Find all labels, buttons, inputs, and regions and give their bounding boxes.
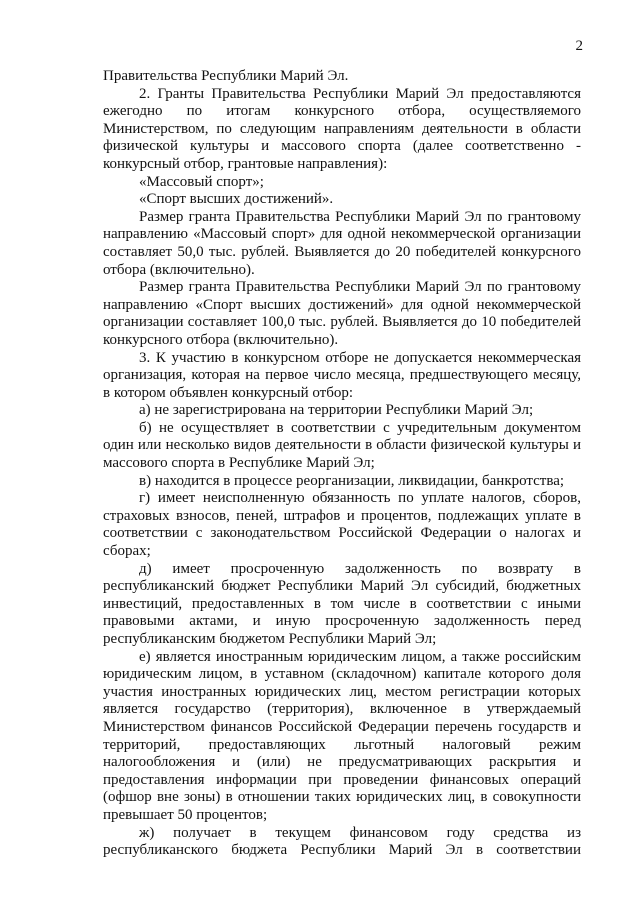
paragraph-item-3: 3. К участию в конкурсном отборе не допускается некоммерческая организация, которая на первое число месяца, предшествующего месяцу, в котором объявлен конкурсный отбор: [103, 349, 581, 401]
document-body [103, 68, 581, 860]
paragraph-subitem-v: в) находится в процессе реорганизации, ликвидации, банкротства; [139, 472, 565, 489]
paragraph-grant-size-high-achievement: Размер гранта Правительства Республики Марий Эл по грантовому направлению «Спорт высших достижений» для одной некоммерческой организации составляет 100,0 тыс. рублей. Выявляется до 10 победителей конкурсного отбора (включительно). [103, 279, 581, 348]
paragraph-subitem-g: г) имеет неисполненную обязанность по уплате налогов, сборов, страховых взносов, пеней, штрафов и процентов, подлежащих уплате в соответствии с законодательством Российской Федерации о налогах и сборах; [103, 490, 581, 560]
paragraph-continuation: Правительства Республики Марий Эл. [103, 68, 349, 84]
paragraph-direction-mass-sport: «Массовый спорт»; [139, 173, 264, 190]
paragraph-subitem-b: б) не осуществляет в соответствии с учредительным документом один или несколько видов деятельности в области физической культуры и массового спорта в Республике Марий Эл; [103, 419, 581, 472]
paragraph-subitem-d: д) имеет просроченную задолженность по возврату в республиканский бюджет Республики Марий Эл субсидий, бюджетных инвестиций, предоставленных в том числе в соответствии с иными правовыми актами, и иную просроченную задолженность перед республиканским бюджетом Республики Марий Эл; [103, 560, 581, 647]
paragraph-direction-high-achievement: «Спорт высших достижений». [139, 191, 334, 208]
paragraph-subitem-a: а) не зарегистрирована на территории Республики Марий Эл; [139, 402, 534, 419]
paragraph-item-2: 2. Гранты Правительства Республики Марий Эл предоставляются ежегодно по итогам конкурсного отбора, осуществляемого Министерством, по следующим направлениям деятельности в области физической культуры и массового спорта (далее соответственно - конкурсный отбор, грантовые направления): [103, 85, 581, 172]
page-number: 2 [575, 38, 583, 54]
paragraph-subitem-zh: ж) получает в текущем финансовом году средства из республиканского бюджета Республики Марий Эл в соответствии [103, 824, 581, 859]
paragraph-grant-size-mass-sport: Размер гранта Правительства Республики Марий Эл по грантовому направлению «Массовый спорт» для одной некоммерческой организации составляет 50,0 тыс. рублей. Выявляется до 20 победителей конкурсного отбора (включительно). [103, 208, 581, 278]
paragraph-subitem-e: е) является иностранным юридическим лицом, а также российским юридическим лицом, в уставном (складочном) капитале которого доля участия иностранных юридических лиц, местом регистрации которых является государство (территория), включенное в утверждаемый Министерством финансов Российской Федерации перечень государств и территорий, предоставляющих льготный налоговый режим налогообложения и (или) не предусматривающих раскрытия и предоставления информации при проведении финансовых операций (офшор вне зоны) в отношении таких юридических лиц, в совокупности превышает 50 процентов; [103, 648, 581, 823]
